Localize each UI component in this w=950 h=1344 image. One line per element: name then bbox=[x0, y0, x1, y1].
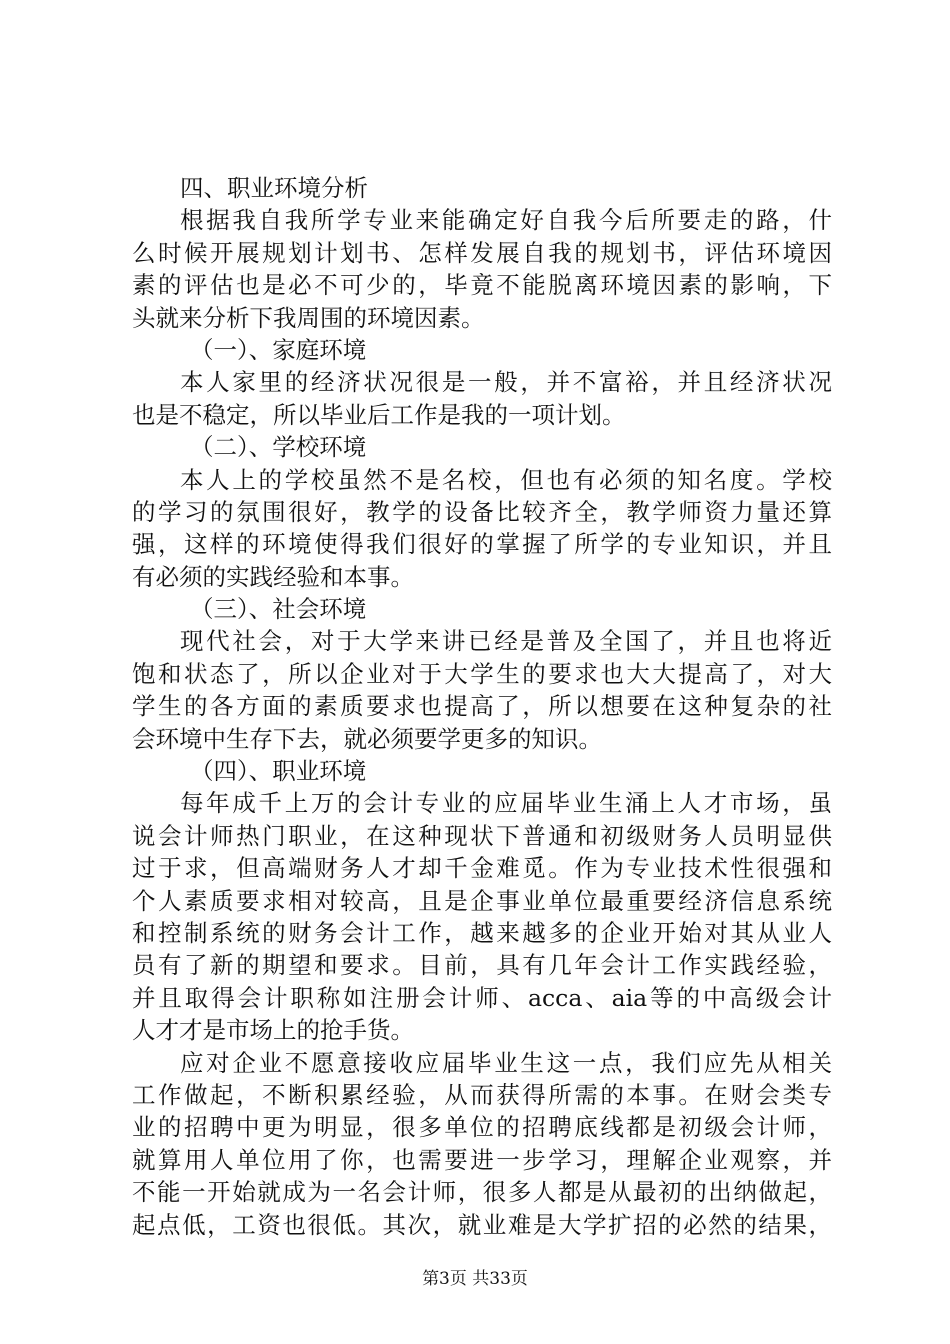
paragraph-line: 个人素质要求相对较高，且是企事业单位最重要经济信息系统 bbox=[132, 886, 832, 915]
paragraph-line: 素的评估也是必不可少的，毕竟不能脱离环境因素的影响，下 bbox=[132, 271, 832, 300]
subsection-heading: （二）、学校环境 bbox=[190, 433, 367, 462]
document-body bbox=[132, 172, 832, 1241]
paragraph-line: 会环境中生存下去，就必须要学更多的知识。 bbox=[132, 724, 602, 753]
paragraph-line: 强，这样的环境使得我们很好的掌握了所学的专业知识，并且 bbox=[132, 530, 832, 559]
paragraph-line: 现代社会，对于大学来讲已经是普及全国了，并且也将近 bbox=[180, 627, 832, 656]
paragraph-line: 起点低，工资也很低。其次，就业难是大学扩招的必然的结果， bbox=[132, 1210, 832, 1239]
paragraph-line: 根据我自我所学专业来能确定好自我今后所要走的路，什 bbox=[180, 206, 832, 235]
paragraph-line: 头就来分析下我周围的环境因素。 bbox=[132, 303, 485, 332]
paragraph-line: 和控制系统的财务会计工作，越来越多的企业开始对其从业人 bbox=[132, 918, 832, 947]
paragraph-line: 有必须的实践经验和本事。 bbox=[132, 562, 414, 591]
paragraph-line: 人才才是市场上的抢手货。 bbox=[132, 1016, 414, 1045]
paragraph-line: 过于求，但高端财务人才却千金难觅。作为专业技术性很强和 bbox=[132, 854, 832, 883]
paragraph-line: 应对企业不愿意接收应届毕业生这一点，我们应先从相关 bbox=[180, 1048, 832, 1077]
paragraph-line: 并且取得会计职称如注册会计师、acca、aia等的中高级会计 bbox=[132, 983, 832, 1012]
paragraph-line: 业的招聘中更为明显，很多单位的招聘底线都是初级会计师， bbox=[132, 1113, 832, 1142]
paragraph-line: 说会计师热门职业，在这种现状下普通和初级财务人员明显供 bbox=[132, 821, 832, 850]
page-footer: 第3页 共33页 bbox=[422, 1269, 528, 1289]
paragraph-line: 也是不稳定，所以毕业后工作是我的一项计划。 bbox=[132, 400, 626, 429]
subsection-heading: （三）、社会环境 bbox=[190, 595, 367, 624]
paragraph-line: 的学习的氛围很好，教学的设备比较齐全，教学师资力量还算 bbox=[132, 497, 832, 526]
paragraph-line: 本人上的学校虽然不是名校，但也有必须的知名度。学校 bbox=[180, 465, 832, 494]
paragraph-line: 工作做起，不断积累经验，从而获得所需的本事。在财会类专 bbox=[132, 1080, 832, 1109]
paragraph-line: 饱和状态了，所以企业对于大学生的要求也大大提高了，对大 bbox=[132, 659, 832, 688]
paragraph-line: 不能一开始就成为一名会计师，很多人都是从最初的出纳做起， bbox=[132, 1178, 832, 1207]
paragraph-line: 么时候开展规划计划书、怎样发展自我的规划书，评估环境因 bbox=[132, 238, 832, 267]
subsection-heading: （四）、职业环境 bbox=[190, 757, 367, 786]
paragraph-line: 每年成千上万的会计专业的应届毕业生涌上人才市场，虽 bbox=[180, 789, 832, 818]
section-heading: 四、职业环境分析 bbox=[180, 174, 368, 202]
paragraph-line: 员有了新的期望和要求。目前，具有几年会计工作实践经验， bbox=[132, 951, 832, 980]
paragraph-line: 就算用人单位用了你，也需要进一步学习，理解企业观察，并 bbox=[132, 1145, 832, 1174]
paragraph-line: 本人家里的经济状况很是一般，并不富裕，并且经济状况 bbox=[180, 368, 832, 397]
paragraph-line: 学生的各方面的素质要求也提高了，所以想要在这种复杂的社 bbox=[132, 692, 832, 721]
subsection-heading: （一）、家庭环境 bbox=[190, 335, 367, 364]
